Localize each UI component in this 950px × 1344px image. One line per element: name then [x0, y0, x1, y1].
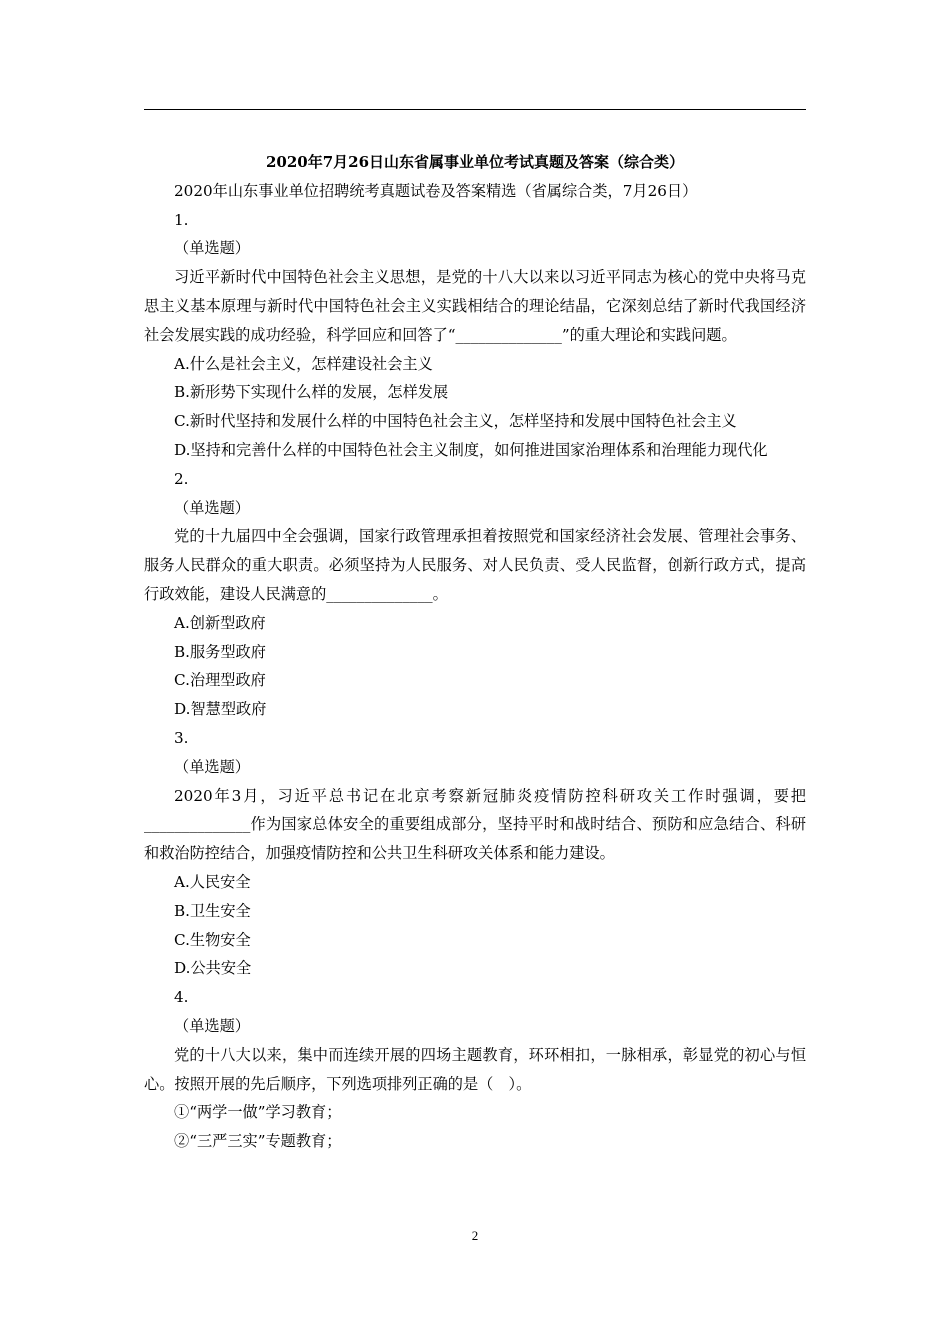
option-a: A.创新型政府	[174, 613, 266, 632]
question-number: 2.	[174, 469, 189, 488]
question-type: （单选题）	[174, 239, 250, 258]
question-type: （单选题）	[174, 1016, 250, 1035]
question-3	[144, 724, 806, 983]
option-b: B.服务型政府	[174, 642, 266, 661]
option-d: D.公共安全	[174, 959, 252, 978]
question-stem: 党的十九届四中全会强调，国家行政管理承担着按照党和国家经济社会发展、管理社会事务、服务人民群众的重大职责。必须坚持为人民服务、对人民负责、受人民监督，创新行政方式，提高行政效能，建设人民满意的______________。	[144, 527, 806, 603]
question-number: 1.	[174, 210, 189, 229]
document-body	[144, 148, 806, 1156]
question-4	[144, 983, 806, 1156]
option-a: A.人民安全	[174, 872, 251, 891]
document-subtitle: 2020年山东事业单位招聘统考真题试卷及答案精选（省属综合类，7月26日）	[174, 181, 698, 200]
option-d: D.智慧型政府	[174, 700, 267, 719]
option-b: B.新形势下实现什么样的发展，怎样发展	[174, 383, 449, 402]
question-2	[144, 465, 806, 724]
document-title: 2020年7月26日山东省属事业单位考试真题及答案（综合类）	[265, 153, 685, 171]
question-1	[144, 206, 806, 465]
header-rule	[144, 109, 806, 110]
option-d: D.坚持和完善什么样的中国特色社会主义制度，如何推进国家治理体系和治理能力现代化	[174, 440, 768, 459]
option-c: C.治理型政府	[174, 671, 266, 690]
question-type: （单选题）	[174, 757, 250, 776]
option-a: A.什么是社会主义，怎样建设社会主义	[174, 354, 433, 373]
page-number: 2	[471, 1228, 479, 1243]
question-stem: 党的十八大以来，集中而连续开展的四场主题教育，环环相扣，一脉相承，彰显党的初心与恒心。按照开展的先后顺序，下列选项排列正确的是（ ）。	[144, 1045, 806, 1093]
question-number: 3.	[174, 728, 189, 747]
question-type: （单选题）	[174, 498, 250, 517]
question-number: 4.	[174, 988, 189, 1007]
option-c: C.生物安全	[174, 930, 251, 949]
list-item-1: ①“两学一做”学习教育；	[174, 1103, 342, 1122]
question-stem: 2020年3月，习近平总书记在北京考察新冠肺炎疫情防控科研攻关工作时强调，要把______________作为国家总体安全的重要组成部分，坚持平时和战时结合、预防和应急结合、科研和救治防控结合，加强疫情防控和公共卫生科研攻关体系和能力建设。	[144, 786, 806, 863]
option-b: B.卫生安全	[174, 901, 251, 920]
option-c: C.新时代坚持和发展什么样的中国特色社会主义，怎样坚持和发展中国特色社会主义	[174, 412, 737, 431]
list-item-2: ②“三严三实”专题教育；	[174, 1132, 342, 1151]
question-stem: 习近平新时代中国特色社会主义思想，是党的十八大以来以习近平同志为核心的党中央将马克思主义基本原理与新时代中国特色社会主义实践相结合的理论结晶，它深刻总结了新时代我国经济社会发展实践的成功经验，科学回应和回答了“______________”的重大理论和实践问题。	[144, 268, 806, 344]
